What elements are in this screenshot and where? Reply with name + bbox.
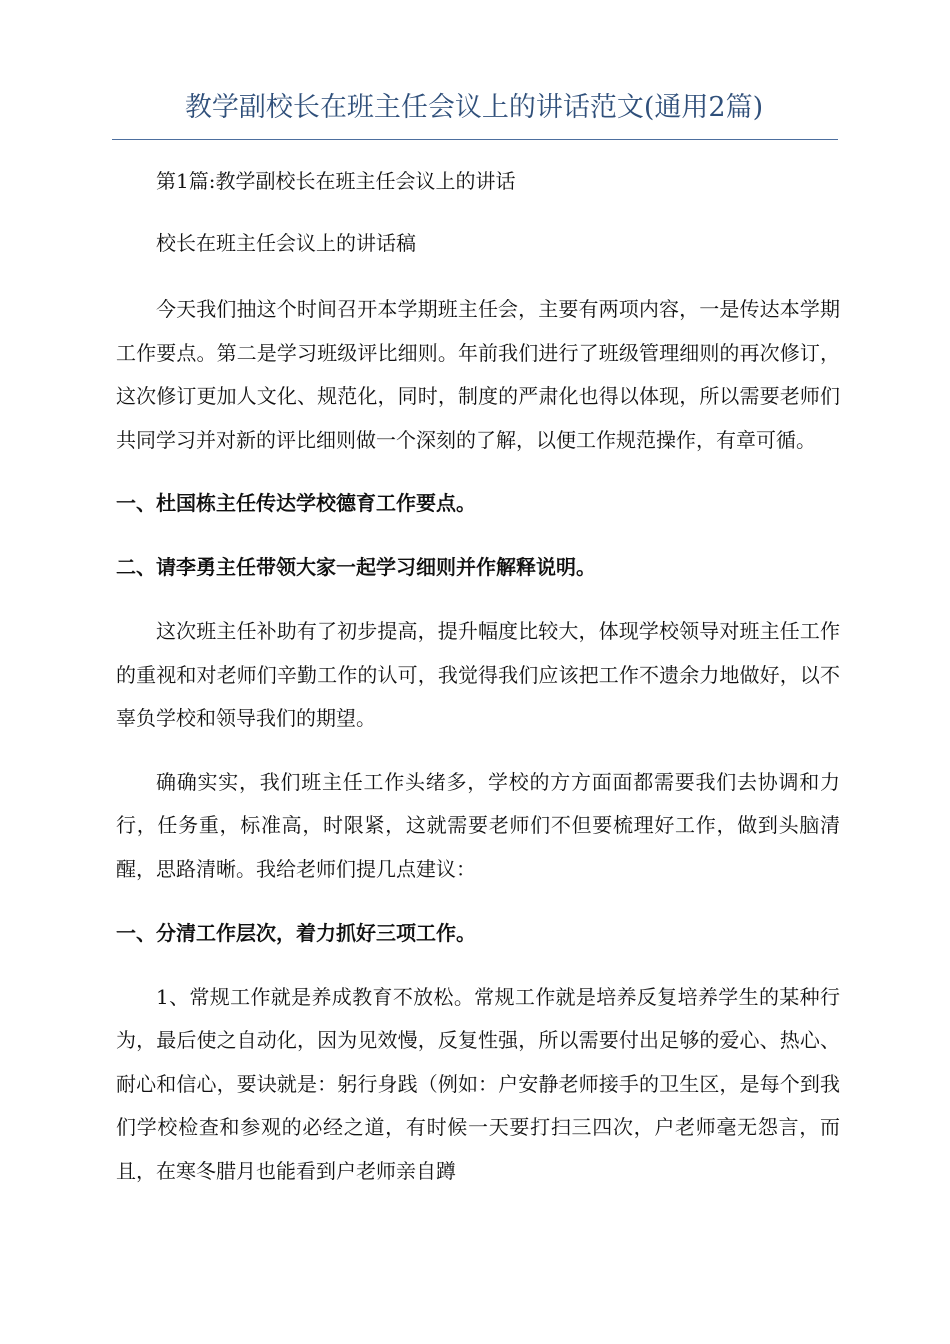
section-heading: 一、杜国栋主任传达学校德育工作要点。 — [116, 491, 476, 515]
speech-title: 校长在班主任会议上的讲话稿 — [156, 230, 416, 255]
body-paragraph: 1、常规工作就是养成教育不放松。常规工作就是培养反复培养学生的某种行为，最后使之自动化，因为见效慢，反复性强，所以需要付出足够的爱心、热心、耐心和信心，要诀就是：躬行身践（例如：户安静老师接手的卫生区，是每个到我们学校检查和参观的必经之道，有时候一天要打扫三四次，户老师毫无怨言，而且，在寒冬腊月也能看到户老师亲自蹲 — [116, 984, 840, 1183]
title-divider — [112, 139, 838, 140]
section-heading: 二、请李勇主任带领大家一起学习细则并作解释说明。 — [116, 554, 596, 579]
document-title: 教学副校长在班主任会议上的讲话范文(通用2篇) — [184, 92, 764, 123]
section-title: 第1篇:教学副校长在班主任会议上的讲话 — [156, 169, 516, 193]
body-paragraph: 确确实实，我们班主任工作头绪多，学校的方方面面都需要我们去协调和力行，任务重，标准高，时限紧，这就需要老师们不但要梳理好工作，做到头脑清醒，思路清晰。我给老师们提几点建议： — [116, 769, 840, 881]
document-body — [116, 160, 840, 1193]
section-heading: 一、分清工作层次，着力抓好三项工作。 — [116, 921, 476, 945]
body-paragraph: 这次班主任补助有了初步提高，提升幅度比较大，体现学校领导对班主任工作的重视和对老师们辛勤工作的认可，我觉得我们应该把工作不遗余力地做好，以不辜负学校和领导我们的期望。 — [116, 619, 840, 730]
body-paragraph: 今天我们抽这个时间召开本学期班主任会，主要有两项内容，一是传达本学期工作要点。第二是学习班级评比细则。年前我们进行了班级管理细则的再次修订，这次修订更加人文化、规范化，同时，制度的严肃化也得以体现，所以需要老师们共同学习并对新的评比细则做一个深刻的了解，以便工作规范操作，有章可循。 — [116, 297, 840, 452]
